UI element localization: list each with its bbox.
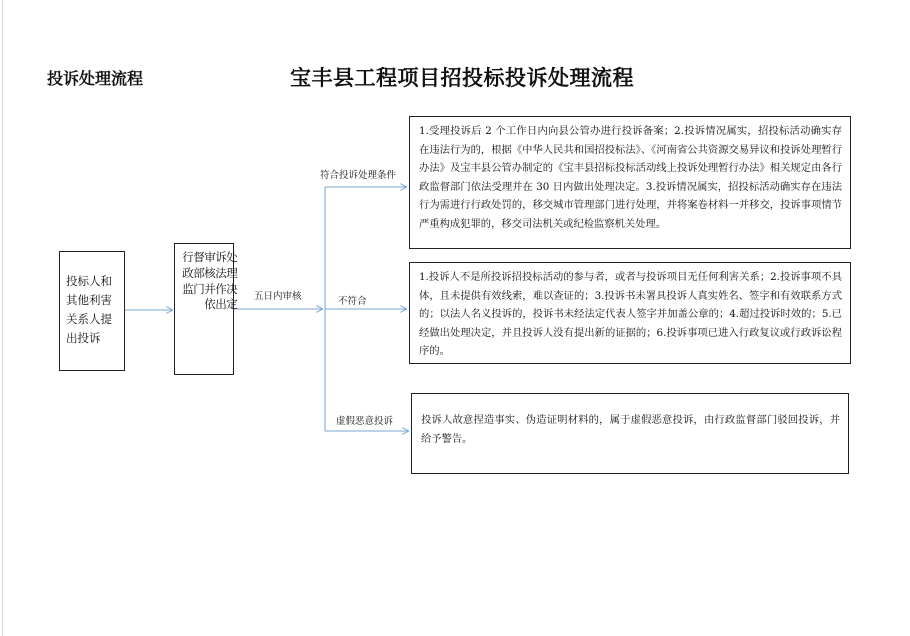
department-label-col-3: 审核并依: [204, 250, 216, 312]
meets-condition-label: 符合投诉处理条件: [320, 170, 397, 181]
department-label-col-1: 行政监: [182, 250, 194, 296]
reject-result-box: [409, 262, 851, 364]
page-title: 宝丰县工程项目招投标投诉处理流程: [290, 65, 634, 90]
review-label: 五日内审核: [254, 291, 302, 302]
department-label-col-4: 诉法作出: [215, 250, 227, 312]
complainant-label: 投标人和其他利害关系人提出投诉: [66, 274, 112, 345]
false-complaint-result-text: 投诉人故意捏造事实、伪造证明材料的，属于虚假恶意投诉，由行政监督部门驳回投诉，并给予警告。: [421, 414, 840, 445]
department-label-col-2: 督部门: [193, 250, 205, 296]
department-label-col-5: 处理决定: [226, 250, 238, 312]
reject-result-text: 1.投诉人不是所投诉招投标活动的参与者，或者与投诉项目无任何利害关系；2.投诉事项不具体，且未提供有效线索，难以查证的；3.投诉书未署具投诉人真实姓名、签字和有效联系方式的；以法人名义投诉的，投诉书未经法定代表人签字并加盖公章的；4.超过投诉时效的；5.已经做出处理决定，并且投诉人没有提出新的证据的；6.投诉事项已进入行政复议或行政诉讼程序的。: [419, 271, 842, 358]
accept-result-text: 1.受理投诉后 2 个工作日内向县公管办进行投诉备案；2.投诉情况属实，招投标活动确实存在违法行为的，根据《中华人民共和国招投标法》、《河南省公共资源交易异议和投诉处理暂行办法》及宝丰县公管办制定的《宝丰县招标投标活动线上投诉处理暂行办法》相关规定由各行政监督部门依法受理并在 30 日内做出处理决定。3.投诉情况属实，招投标活动确实存在违法行为需进行行政处罚的，移交城市管理部门进行处理，并将案卷材料一并移交，投诉事项情节严重构成犯罪的，移交司法机关或纪检监察机关处理。: [419, 125, 842, 230]
not-meet-label: 不符合: [338, 296, 367, 307]
department-node: [174, 243, 238, 375]
false-complaint-result-box: [411, 393, 849, 474]
section-title: 投诉处理流程: [47, 69, 144, 88]
complainant-node: [59, 251, 125, 371]
accept-result-box: [409, 116, 851, 249]
false-complaint-label: 虚假恶意投诉: [336, 416, 394, 427]
